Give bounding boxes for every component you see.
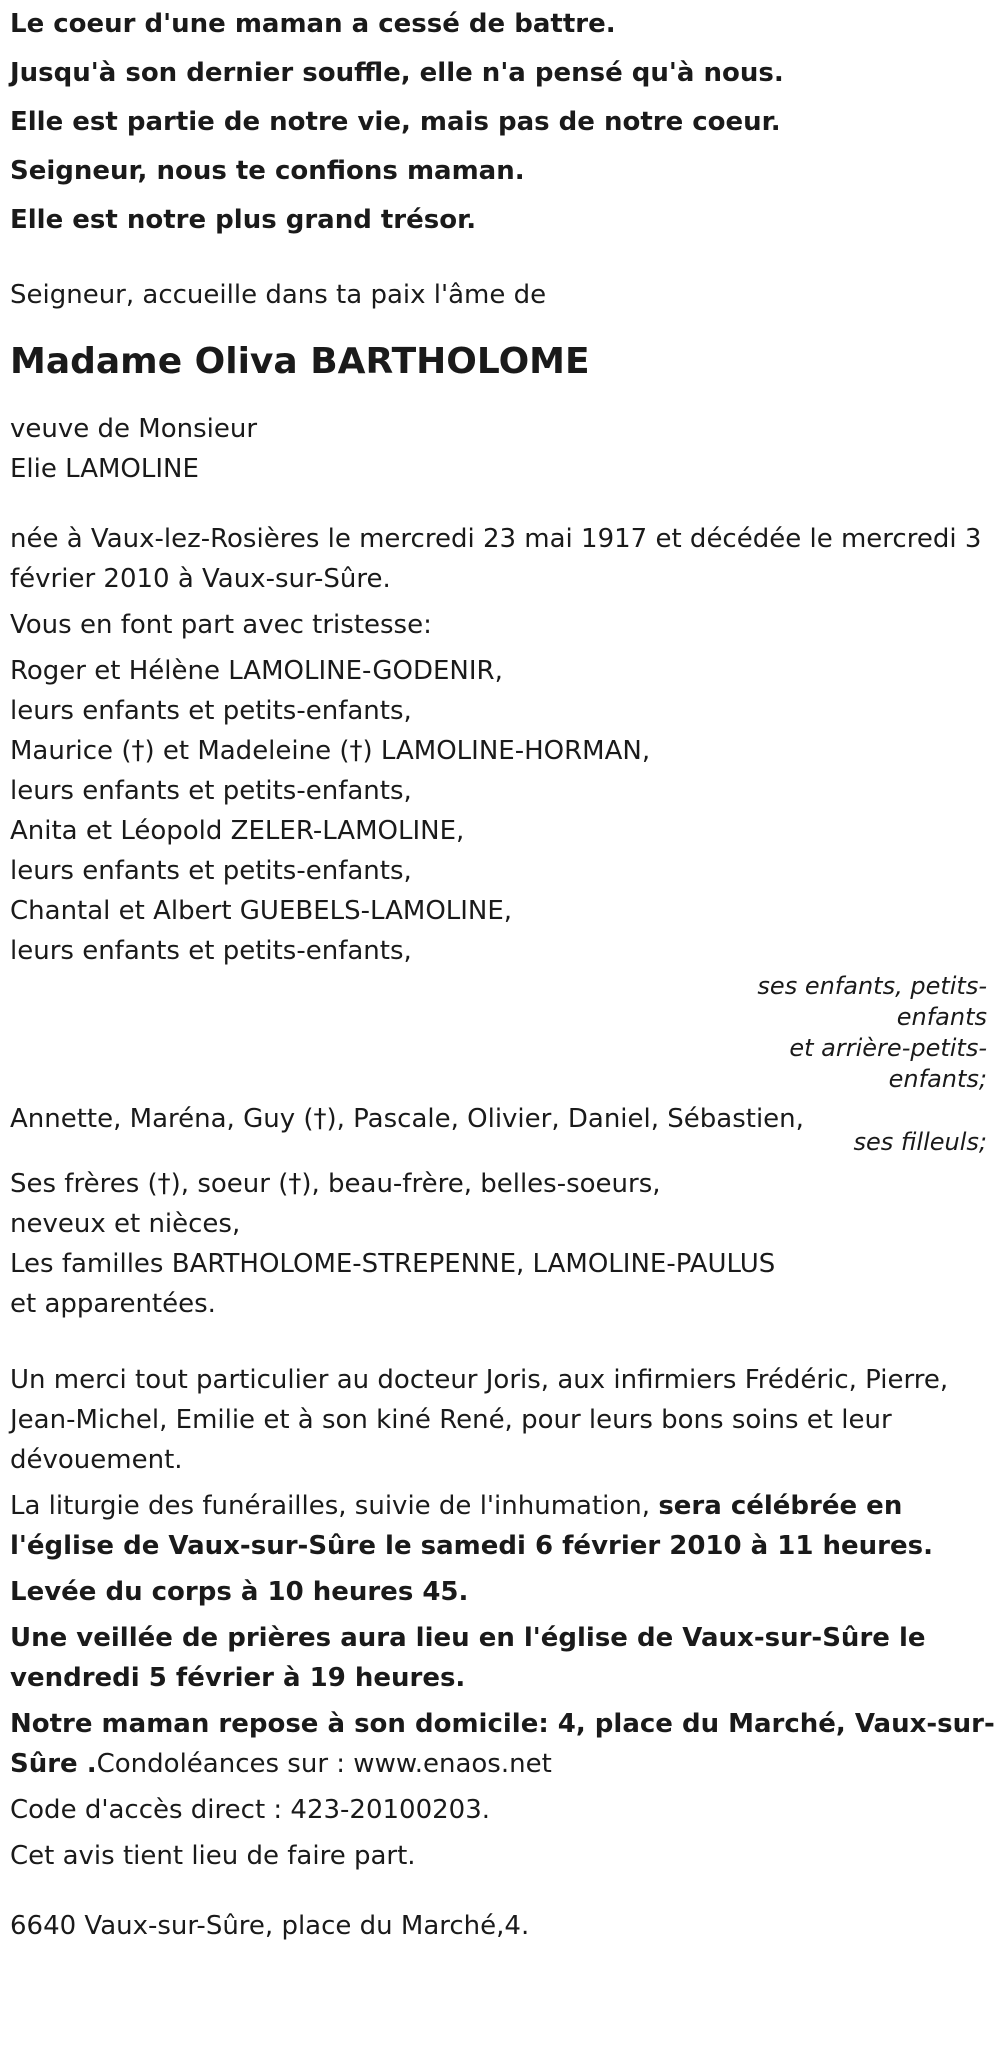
family-line: neveux et nièces, xyxy=(10,1209,241,1239)
spouse-line: veuve de Monsieur xyxy=(10,414,258,444)
family-list xyxy=(10,1164,990,1324)
family-line: et apparentées. xyxy=(10,1289,216,1319)
address-text: 6640 Vaux-sur-Sûre, place du Marché,4. xyxy=(10,1911,530,1941)
repose-text xyxy=(10,1704,995,1784)
godchildren-line: Annette, Maréna, Guy (†), Pascale, Olivier, Daniel, Sébastien, xyxy=(10,1104,804,1134)
poem-line: Le coeur d'une maman a cessé de battre. xyxy=(10,9,616,39)
family-line: Ses frères (†), soeur (†), beau-frère, belles-soeurs, xyxy=(10,1169,661,1199)
children-role-line: enfants; xyxy=(888,1065,987,1093)
repose-bold: Notre maman repose à son domicile: 4, place du Marché, Vaux-sur-Sûre . xyxy=(10,1709,995,1779)
poem-line: Elle est notre plus grand trésor. xyxy=(10,205,477,235)
access-code-text: Code d'accès direct : 423-20100203. xyxy=(10,1795,491,1825)
children-line: Roger et Hélène LAMOLINE-GODENIR, xyxy=(10,656,503,686)
children-list xyxy=(10,651,990,971)
poem-line: Seigneur, nous te confions maman. xyxy=(10,156,525,186)
children-line: leurs enfants et petits-enfants, xyxy=(10,776,412,806)
children-line: Anita et Léopold ZELER-LAMOLINE, xyxy=(10,816,465,846)
liturgy-plain: La liturgie des funérailles, suivie de l'inhumation, xyxy=(10,1491,659,1521)
children-line: leurs enfants et petits-enfants, xyxy=(10,856,412,886)
children-role-line: ses enfants, petits- xyxy=(757,972,987,1000)
children-line: Maurice (†) et Madeleine (†) LAMOLINE-HORMAN, xyxy=(10,736,651,766)
condolences-text: Condoléances sur : www.enaos.net xyxy=(96,1749,552,1779)
poem-line: Jusqu'à son dernier souffle, elle n'a pensé qu'à nous. xyxy=(10,58,784,88)
spouse-line: Elie LAMOLINE xyxy=(10,454,199,484)
liturgy-bold: sera célébrée en l'église de Vaux-sur-Sûre le samedi 6 février 2010 à 11 heures. xyxy=(10,1491,933,1561)
children-line: Chantal et Albert GUEBELS-LAMOLINE, xyxy=(10,896,513,926)
liturgy-text xyxy=(10,1486,995,1566)
notice-text: Cet avis tient lieu de faire part. xyxy=(10,1841,416,1871)
announce-intro: Vous en font part avec tristesse: xyxy=(10,610,432,640)
children-role xyxy=(10,971,990,1095)
thanks-text: Un merci tout particulier au docteur Joris, aux infirmiers Frédéric, Pierre, Jean-Michel, Emilie et à son kiné René, pour leurs bons soins et leur dévouement. xyxy=(10,1365,949,1475)
deceased-name: Madame Oliva BARTHOLOME xyxy=(10,341,590,382)
children-role-line: enfants xyxy=(896,1003,987,1031)
children-line: leurs enfants et petits-enfants, xyxy=(10,936,412,966)
intro-text: Seigneur, accueille dans ta paix l'âme de xyxy=(10,280,547,310)
children-role-line: et arrière-petits- xyxy=(789,1034,987,1062)
vigil-text: Une veillée de prières aura lieu en l'église de Vaux-sur-Sûre le vendredi 5 février à 19 heures. xyxy=(10,1623,926,1693)
birth-death-text: née à Vaux-lez-Rosières le mercredi 23 mai 1917 et décédée le mercredi 3 février 2010 à Vaux-sur-Sûre. xyxy=(10,524,982,594)
children-line: leurs enfants et petits-enfants, xyxy=(10,696,412,726)
poem-line: Elle est partie de notre vie, mais pas de notre coeur. xyxy=(10,107,781,137)
poem xyxy=(10,0,990,245)
godchildren-role-text: ses filleuls; xyxy=(853,1128,987,1156)
levee-text: Levée du corps à 10 heures 45. xyxy=(10,1577,469,1607)
family-line: Les familles BARTHOLOME-STREPENNE, LAMOLINE-PAULUS xyxy=(10,1249,776,1279)
